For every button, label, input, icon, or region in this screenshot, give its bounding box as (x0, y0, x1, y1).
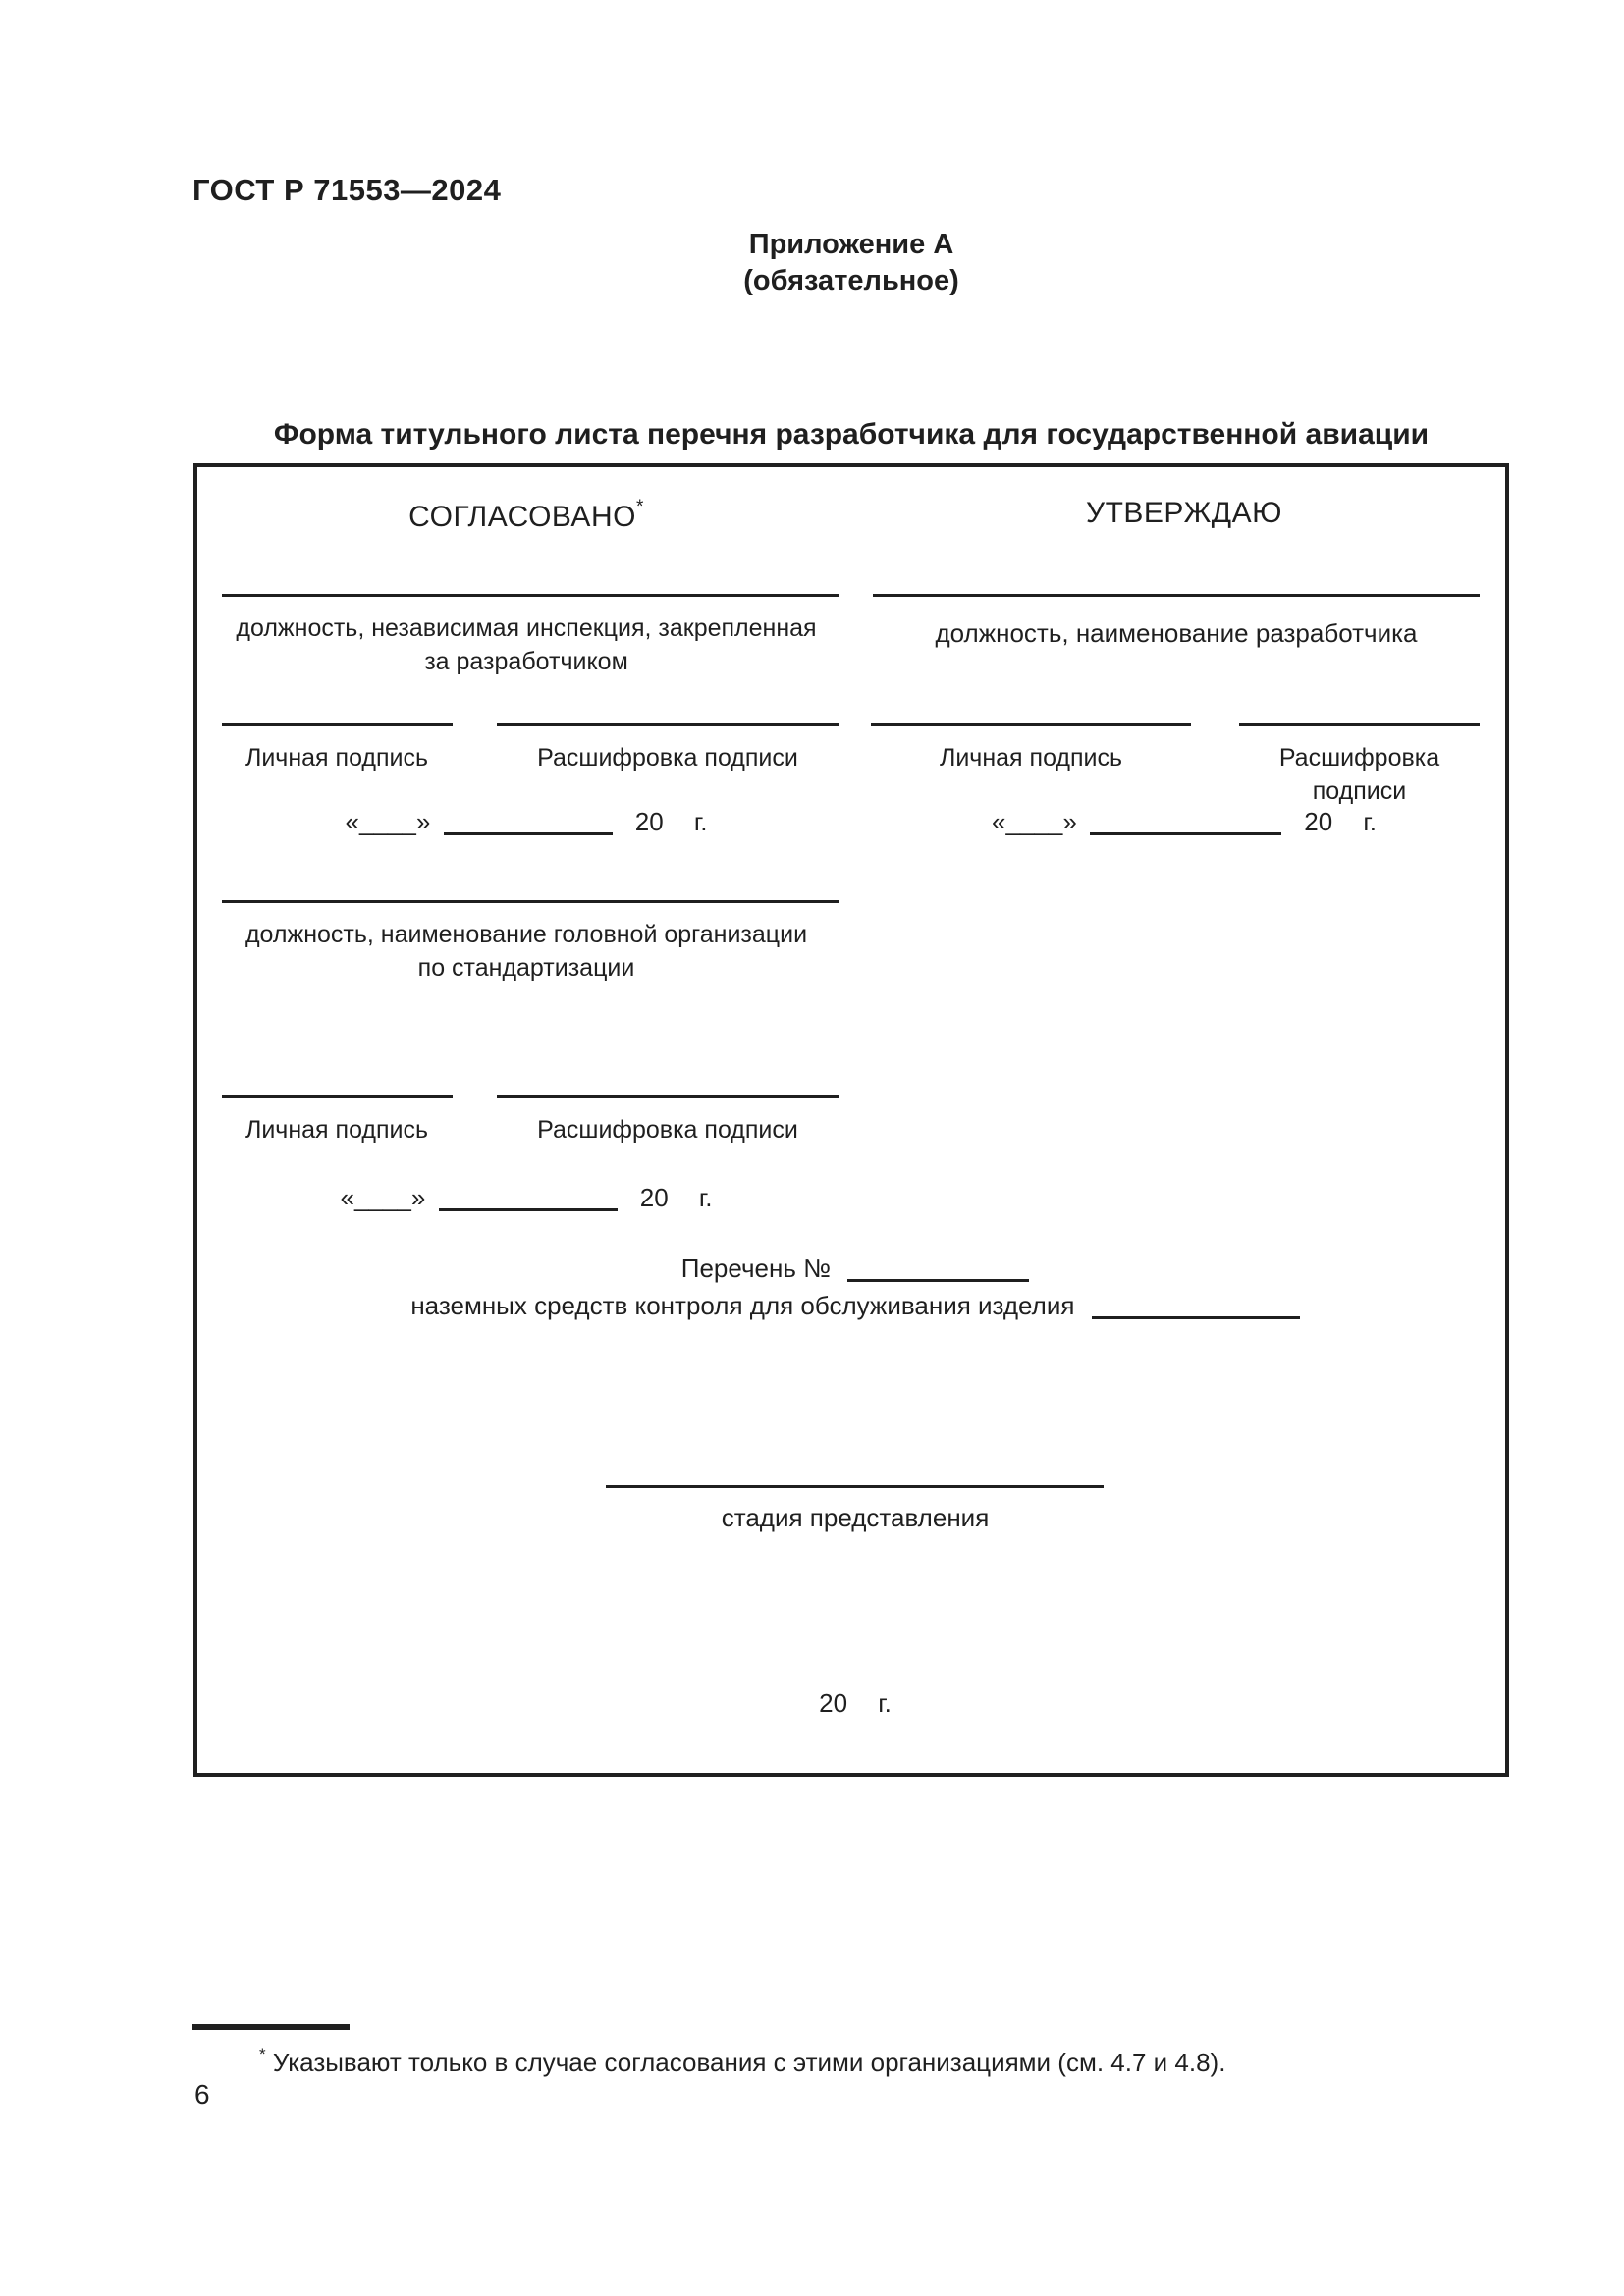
stage-blank-line (606, 1485, 1104, 1488)
bottom-year: 20 (819, 1688, 848, 1718)
appendix-heading (193, 227, 1509, 299)
date-year: 20 (639, 1183, 669, 1212)
list-number-row (197, 1254, 1513, 1284)
stage-caption: стадия представления (721, 1503, 990, 1532)
bottom-year-suffix: г. (878, 1688, 892, 1718)
date-month-blank (1090, 832, 1281, 835)
appendix-type: (обязательное) (743, 265, 959, 296)
date-year-suffix: г. (1363, 807, 1377, 836)
approved-heading: УТВЕРЖДАЮ (1086, 497, 1282, 529)
date-row (197, 1183, 855, 1213)
personal-signature-label: Личная подпись (244, 1116, 429, 1144)
personal-signature-label: Личная подпись (939, 744, 1123, 772)
standard-designation: ГОСТ Р 71553—2024 (192, 173, 502, 207)
signature-transcript-label: Расшифровка подписи (537, 744, 798, 772)
form-title: Форма титульного листа перечня разработчика для государственной авиации (273, 418, 1430, 451)
list-number-blank (847, 1279, 1029, 1282)
footnote-text: Указывают только в случае согласования с этими организациями (см. 4.7 и 4.8). (272, 2048, 1226, 2077)
signature-line (871, 723, 1191, 726)
signature-transcript-label-line1: Расшифровка (1278, 744, 1440, 772)
signature-transcript-label-line2: подписи (1312, 777, 1407, 805)
footnote-marker: * (259, 2045, 266, 2063)
personal-signature-label: Личная подпись (244, 744, 429, 772)
product-name-blank (1092, 1316, 1300, 1319)
signature-transcript-label: Расшифровка подписи (537, 1116, 798, 1144)
transcript-line (497, 723, 839, 726)
org-position-caption-line1: должность, наименование головной организации (244, 921, 808, 948)
date-row (197, 807, 855, 837)
date-year: 20 (634, 807, 664, 836)
list-description-label: наземных средств контроля для обслуживания изделия (410, 1291, 1075, 1320)
signature-transcript-label (1239, 741, 1480, 808)
footnote-marker: * (635, 497, 644, 517)
approved-position-caption: должность, наименование разработчика (935, 618, 1418, 648)
agreed-position-caption-line1: должность, независимая инспекция, закрепленная (236, 614, 817, 642)
transcript-line (1239, 723, 1480, 726)
org-position-line (222, 900, 839, 903)
date-day-blank: «____» (345, 807, 431, 836)
page-number: 6 (194, 2079, 210, 2109)
agreed-position-caption (197, 612, 855, 678)
date-row (855, 807, 1513, 837)
org-position-caption (197, 918, 855, 985)
appendix-title: Приложение А (748, 229, 954, 260)
date-day-blank: «____» (992, 807, 1077, 836)
title-page-form (193, 463, 1509, 1777)
agreed-position-line (222, 594, 839, 597)
list-description-row (197, 1291, 1513, 1321)
agreed-heading (197, 497, 855, 534)
date-month-blank (439, 1208, 618, 1211)
transcript-line (497, 1095, 839, 1098)
approved-position-line (873, 594, 1480, 597)
org-position-caption-line2: по стандартизации (417, 954, 635, 982)
date-year: 20 (1304, 807, 1333, 836)
bottom-year-row (197, 1688, 1513, 1719)
date-day-blank: «____» (340, 1183, 426, 1212)
agreed-position-caption-line2: за разработчиком (424, 648, 628, 675)
signature-line (222, 1095, 453, 1098)
agreed-heading-text: СОГЛАСОВАНО (408, 501, 636, 533)
list-number-label: Перечень № (680, 1254, 831, 1283)
signature-line (222, 723, 453, 726)
footnote-separator (192, 2024, 350, 2030)
date-month-blank (444, 832, 613, 835)
date-year-suffix: г. (693, 807, 708, 836)
date-year-suffix: г. (698, 1183, 713, 1212)
footnote (192, 2038, 1292, 2079)
